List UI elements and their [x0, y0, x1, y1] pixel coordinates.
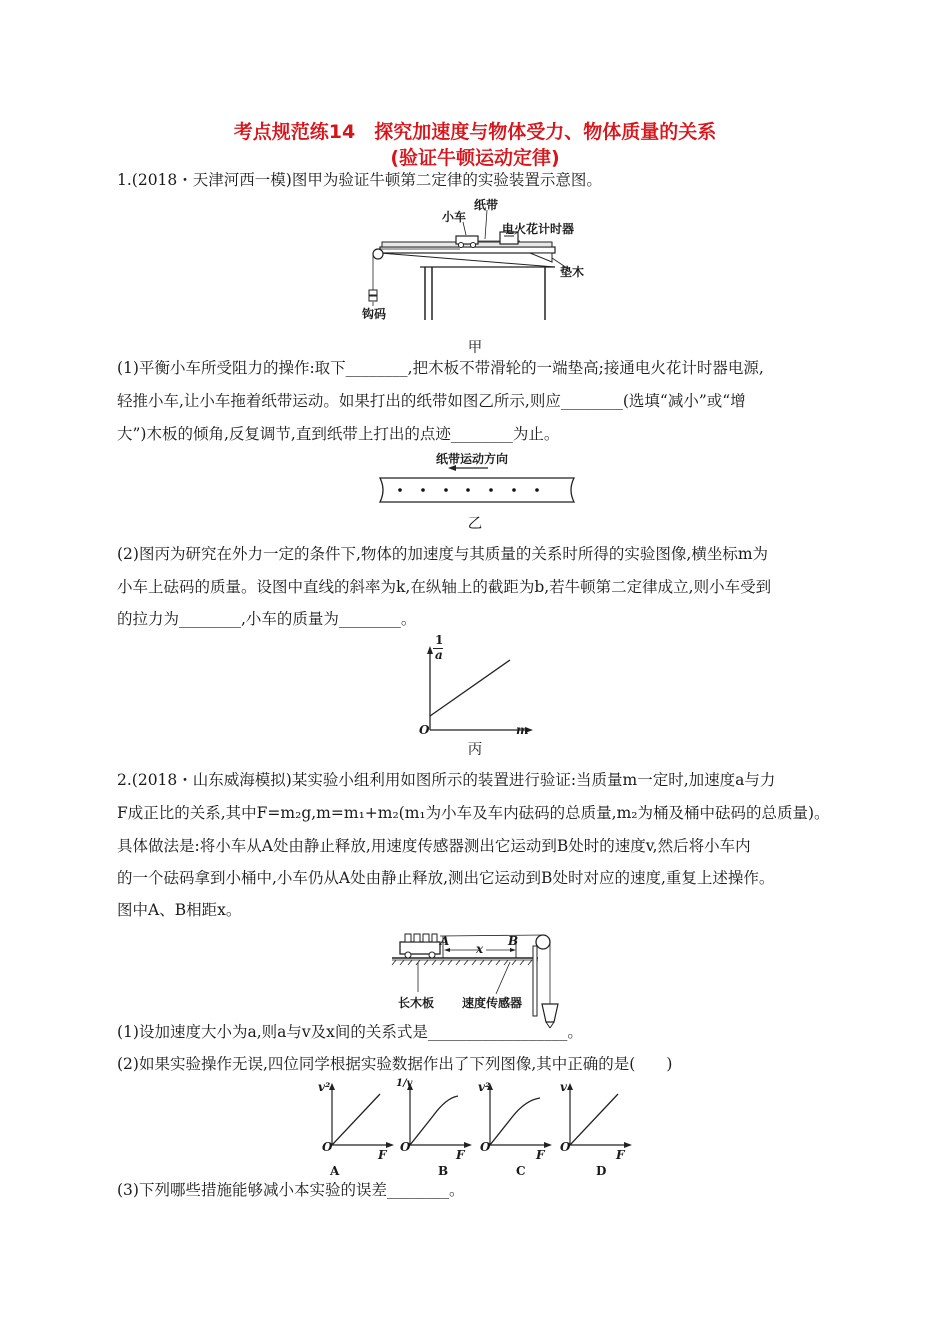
- graph-b: [407, 1083, 472, 1148]
- point-a-label: A: [440, 934, 450, 948]
- q1-p2-line3: 的拉力为________,小车的质量为________。: [117, 610, 417, 628]
- graph-c-caption: C: [516, 1164, 526, 1178]
- q2-line1: 2.(2018・山东威海模拟)某实验小组利用如图所示的装置进行验证:当质量m一定时,加速度a与力: [117, 771, 776, 789]
- tape-direction-label: 纸带运动方向: [436, 452, 509, 466]
- graph-d-caption: D: [596, 1164, 607, 1178]
- graph-line: [430, 660, 510, 716]
- q1-p2-line2: 小车上砝码的质量。设图中直线的斜率为k,在纵轴上的截距为b,若牛顿第二定律成立,则小车受到: [117, 578, 772, 596]
- graph-a-ylabel: v²: [318, 1080, 331, 1094]
- graph-b-caption: B: [438, 1164, 449, 1178]
- figure-yi-tape: [376, 462, 578, 510]
- graph-c-ylabel: v²: [478, 1080, 491, 1094]
- q1-p2-line1: (2)图丙为研究在外力一定的条件下,物体的加速度与其质量的关系时所得的实验图像,横坐标m为: [117, 545, 769, 563]
- graph-b-ylabel: 1/v: [396, 1078, 413, 1089]
- y-label-num: 1: [435, 633, 444, 647]
- q2-line3: 具体做法是:将小车从A处由静止释放,用速度传感器测出它运动到B处时的速度v,然后将小车内: [117, 837, 751, 855]
- caption-bing: 丙: [467, 742, 483, 758]
- caption-jia: 甲: [467, 340, 483, 356]
- caption-yi: 乙: [467, 516, 483, 532]
- graph-a-caption: A: [330, 1164, 340, 1178]
- graph-c: [487, 1083, 552, 1148]
- distance-x-label: x: [476, 942, 484, 956]
- graph-d: [567, 1083, 632, 1148]
- pad-icon: [530, 253, 552, 262]
- y-label-den: a: [435, 648, 443, 662]
- q2-sub1: (1)设加速度大小为a,则a与v及x间的关系式是__________________。: [117, 1023, 583, 1041]
- pulley-icon: [373, 249, 383, 259]
- graph-d-ylabel: v: [560, 1080, 567, 1094]
- q2-sub3: (3)下列哪些措施能够减小本实验的误差________。: [117, 1181, 465, 1199]
- graph-c-xlabel: F: [536, 1148, 545, 1162]
- label-hook-weight: 钩码: [362, 307, 387, 321]
- origin-label: O: [419, 723, 430, 737]
- hook-weight-icon: [369, 290, 377, 295]
- graph-b-xlabel: F: [456, 1148, 465, 1162]
- x-label-m: m: [516, 723, 529, 737]
- label-tape: 纸带: [474, 198, 499, 212]
- q2-line4: 的一个砝码拿到小桶中,小车仍从A处由静止释放,测出它运动到B处时对应的速度,重复上述操作。: [117, 869, 775, 887]
- graph-a-origin: O: [322, 1140, 333, 1154]
- bucket-icon: [542, 1004, 558, 1022]
- graph-a-xlabel: F: [378, 1148, 387, 1162]
- graph-d-origin: O: [560, 1140, 571, 1154]
- page-title: 考点规范练14 探究加速度与物体受力、物体质量的关系: [233, 121, 717, 143]
- q1-p1-line3: 大”)木板的倾角,反复调节,直到纸带上打出的点迹________为止。: [117, 425, 560, 443]
- label-timer: 电火花计时器: [502, 222, 575, 236]
- point-b-label: B: [508, 934, 519, 948]
- graph-b-origin: O: [400, 1140, 411, 1154]
- graph-d-xlabel: F: [616, 1148, 625, 1162]
- q1-header: 1.(2018・天津河西一模)图甲为验证牛顿第二定律的实验装置示意图。: [117, 171, 602, 189]
- q2-line2: F成正比的关系,其中F=m₂g,m=m₁+m₂(m₁为小车及车内砝码的总质量,m₂为桶及桶中砝码的总质量)。: [117, 804, 830, 822]
- label-pad: 垫木: [560, 265, 585, 279]
- graph-a: [329, 1083, 394, 1148]
- option-graphs: [318, 1080, 648, 1176]
- graph-c-origin: O: [480, 1140, 491, 1154]
- q1-p1-line1: (1)平衡小车所受阻力的操作:取下________,把木板不带滑轮的一端垫高;接通电火花计时器电源,: [117, 359, 764, 377]
- label-board: 长木板: [398, 996, 435, 1010]
- q2-line5: 图中A、B相距x。: [117, 901, 242, 919]
- q1-p1-line2: 轻推小车,让小车拖着纸带运动。如果打出的纸带如图乙所示,则应________(选填“减小”或“增: [117, 392, 746, 410]
- pulley-icon-2: [536, 935, 550, 949]
- label-sensor: 速度传感器: [462, 996, 523, 1010]
- label-car: 小车: [442, 210, 467, 224]
- q2-sub2: (2)如果实验操作无误,四位同学根据实验数据作出了下列图像,其中正确的是( ): [117, 1055, 673, 1073]
- page-subtitle: (验证牛顿运动定律): [390, 147, 560, 169]
